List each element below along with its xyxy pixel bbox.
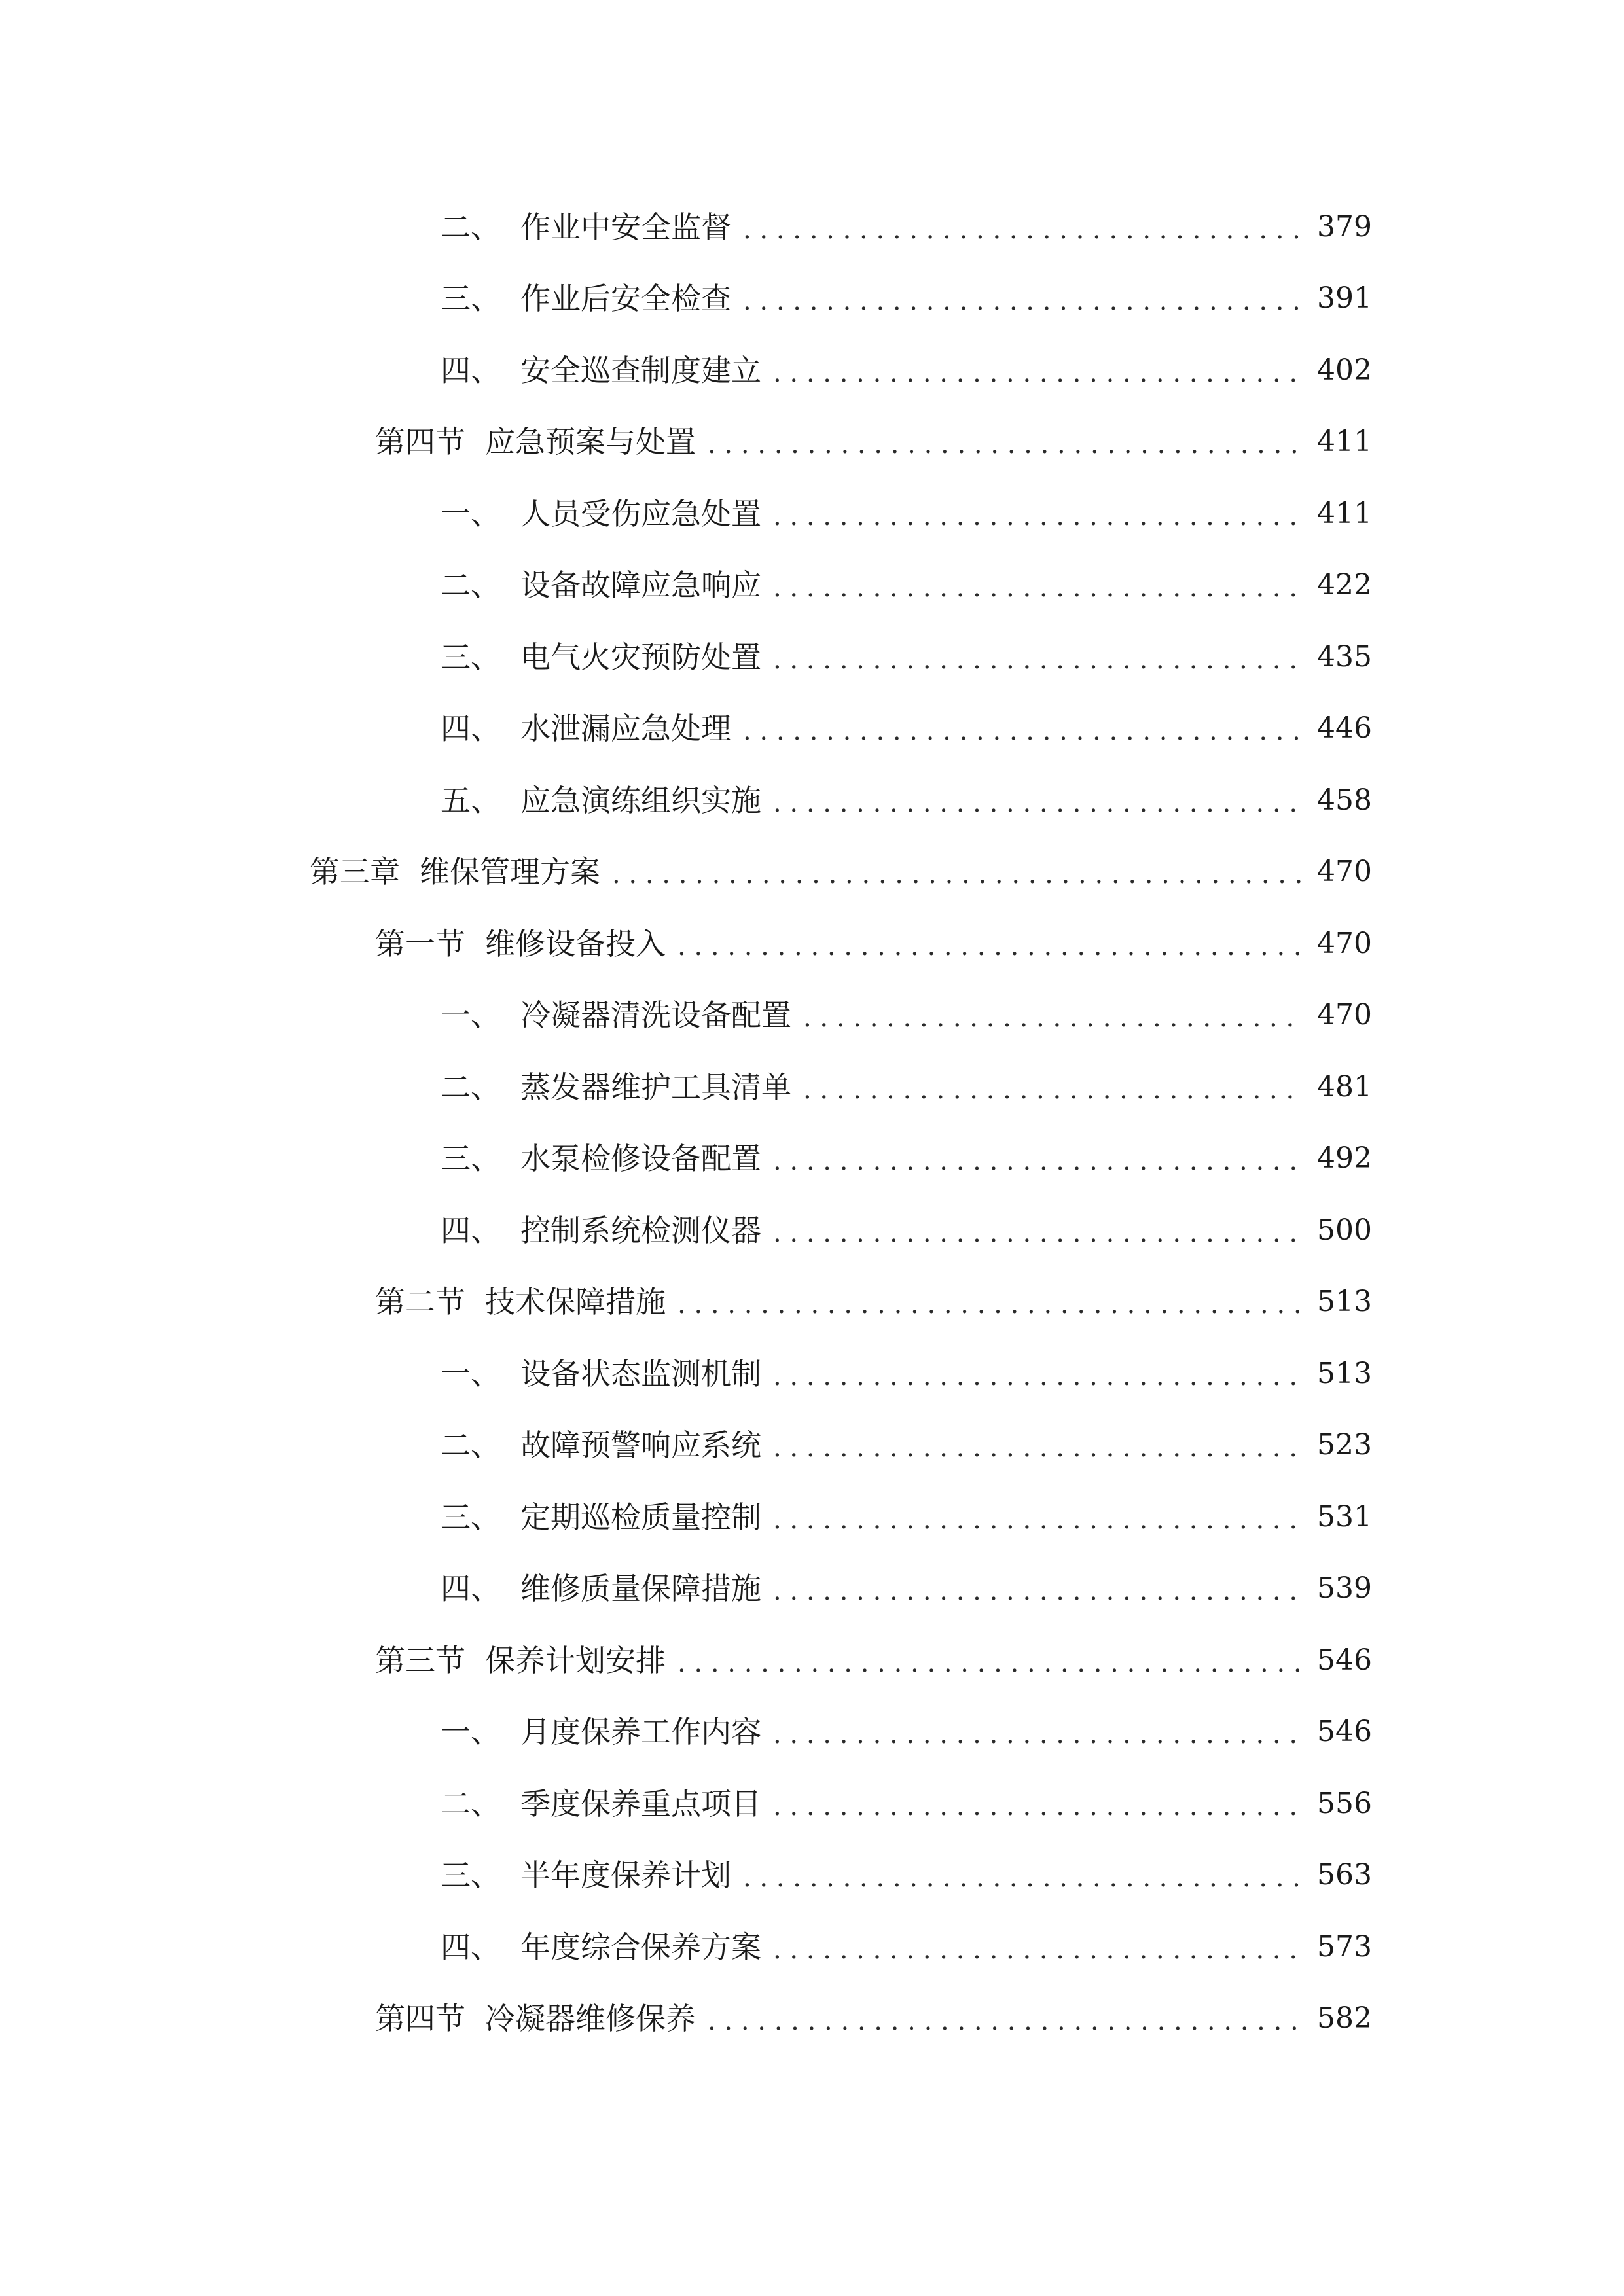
toc-entry-number: 第三章 xyxy=(310,854,400,890)
toc-entry[interactable] xyxy=(0,1840,1624,1912)
toc-entry-title: 作业后安全检查 xyxy=(520,281,731,317)
toc-entry-page-number: 513 xyxy=(1317,1285,1372,1319)
toc-entry-page-number: 470 xyxy=(1317,998,1372,1032)
toc-entry-page-number: 422 xyxy=(1317,568,1372,602)
toc-entry-page-number: 402 xyxy=(1317,353,1372,387)
toc-dot-leader xyxy=(773,1435,1301,1461)
toc-entry-page-number: 573 xyxy=(1317,1929,1372,1964)
toc-entry-title: 安全巡查制度建立 xyxy=(520,352,761,388)
toc-entry[interactable] xyxy=(0,621,1624,693)
toc-entry-title: 月度保养工作内容 xyxy=(520,1714,761,1750)
toc-dot-leader xyxy=(612,861,1301,888)
toc-entry-title: 电气火灾预防处置 xyxy=(520,639,761,675)
toc-entry-page-number: 411 xyxy=(1317,425,1372,459)
toc-entry-title: 冷凝器维修保养 xyxy=(485,2001,696,2037)
toc-dot-leader xyxy=(773,790,1301,816)
toc-entry-page-number: 500 xyxy=(1317,1213,1372,1247)
toc-entry-page-number: 446 xyxy=(1317,711,1372,745)
toc-entry-number: 三、 xyxy=(441,1141,501,1177)
toc-entry-page-number: 539 xyxy=(1317,1571,1372,1605)
toc-entry-page-number: 582 xyxy=(1317,2001,1372,2036)
toc-entry-page-number: 379 xyxy=(1317,209,1372,243)
toc-entry-page-number: 435 xyxy=(1317,639,1372,673)
toc-entry-title: 设备故障应急响应 xyxy=(520,567,761,603)
toc-entry-page-number: 470 xyxy=(1317,855,1372,889)
toc-entry[interactable] xyxy=(0,1266,1624,1338)
toc-entry-title: 维保管理方案 xyxy=(420,854,600,890)
toc-dot-leader xyxy=(677,1291,1301,1318)
toc-entry[interactable] xyxy=(0,478,1624,550)
toc-entry-number: 四、 xyxy=(441,352,501,388)
toc-entry-title: 故障预警响应系统 xyxy=(520,1427,761,1463)
toc-entry[interactable] xyxy=(0,908,1624,980)
toc-dot-leader xyxy=(743,718,1301,744)
toc-entry-title: 年度综合保养方案 xyxy=(520,1929,761,1965)
toc-dot-leader xyxy=(803,1005,1301,1031)
toc-entry-number: 二、 xyxy=(441,567,501,603)
toc-entry-number: 第二节 xyxy=(375,1284,465,1320)
toc-entry-title: 蒸发器维护工具清单 xyxy=(520,1069,791,1105)
toc-entry-title: 设备状态监测机制 xyxy=(520,1355,761,1391)
toc-dot-leader xyxy=(708,2008,1301,2034)
toc-dot-leader xyxy=(803,1077,1301,1103)
toc-entry-page-number: 546 xyxy=(1317,1715,1372,1749)
toc-entry[interactable] xyxy=(0,334,1624,406)
toc-entry-title: 季度保养重点项目 xyxy=(520,1785,761,1821)
toc-entry-title: 冷凝器清洗设备配置 xyxy=(520,997,791,1033)
toc-entry-title: 维修质量保障措施 xyxy=(520,1571,761,1607)
toc-dot-leader xyxy=(773,1363,1301,1390)
toc-entry-number: 一、 xyxy=(441,1355,501,1391)
toc-entry-number: 三、 xyxy=(441,1499,501,1535)
toc-entry-title: 应急演练组织实施 xyxy=(520,782,761,818)
toc-dot-leader xyxy=(773,503,1301,529)
toc-dot-leader xyxy=(708,431,1301,457)
toc-entry[interactable] xyxy=(0,980,1624,1052)
toc-entry[interactable] xyxy=(0,1481,1624,1553)
toc-entry-title: 作业中安全监督 xyxy=(520,209,731,245)
toc-dot-leader xyxy=(743,217,1301,243)
toc-dot-leader xyxy=(773,575,1301,601)
toc-dot-leader xyxy=(773,1578,1301,1604)
toc-entry-number: 第三节 xyxy=(375,1642,465,1678)
toc-entry-number: 四、 xyxy=(441,1929,501,1965)
toc-entry-title: 技术保障措施 xyxy=(485,1284,666,1320)
toc-entry[interactable] xyxy=(0,1553,1624,1625)
toc-entry[interactable] xyxy=(0,1410,1624,1482)
toc-entry-number: 四、 xyxy=(441,1212,501,1248)
toc-entry-page-number: 556 xyxy=(1317,1786,1372,1820)
toc-entry-number: 三、 xyxy=(441,639,501,675)
toc-entry-number: 二、 xyxy=(441,1427,501,1463)
toc-entry-title: 水泄漏应急处理 xyxy=(520,711,731,747)
toc-entry-page-number: 391 xyxy=(1317,281,1372,315)
toc-entry[interactable] xyxy=(0,263,1624,335)
toc-entry[interactable] xyxy=(0,1768,1624,1840)
toc-entry-number: 一、 xyxy=(441,997,501,1033)
toc-entry[interactable] xyxy=(0,550,1624,622)
toc-entry-number: 四、 xyxy=(441,1571,501,1607)
toc-entry-page-number: 523 xyxy=(1317,1428,1372,1462)
toc-entry-number: 二、 xyxy=(441,1785,501,1821)
toc-entry[interactable] xyxy=(0,764,1624,836)
toc-entry-page-number: 458 xyxy=(1317,783,1372,817)
toc-dot-leader xyxy=(773,1148,1301,1174)
toc-entry[interactable] xyxy=(0,1624,1624,1696)
toc-entry-number: 第四节 xyxy=(375,424,465,460)
toc-entry-page-number: 411 xyxy=(1317,496,1372,530)
toc-dot-leader xyxy=(677,933,1301,960)
toc-entry-page-number: 531 xyxy=(1317,1499,1372,1534)
toc-entry-number: 五、 xyxy=(441,782,501,818)
toc-entry[interactable] xyxy=(0,1123,1624,1195)
toc-entry-title: 保养计划安排 xyxy=(485,1642,666,1678)
toc-entry[interactable] xyxy=(0,1696,1624,1768)
toc-entry[interactable] xyxy=(0,1194,1624,1266)
toc-entry-title: 水泵检修设备配置 xyxy=(520,1141,761,1177)
toc-entry-title: 应急预案与处置 xyxy=(485,424,696,460)
toc-entry-number: 第四节 xyxy=(375,2001,465,2037)
toc-dot-leader xyxy=(773,360,1301,386)
toc-entry-page-number: 546 xyxy=(1317,1643,1372,1677)
toc-entry-number: 一、 xyxy=(441,495,501,531)
toc-entry-page-number: 481 xyxy=(1317,1069,1372,1103)
toc-dot-leader xyxy=(773,1220,1301,1246)
toc-dot-leader xyxy=(773,1937,1301,1963)
toc-entry[interactable] xyxy=(0,1338,1624,1410)
toc-entry[interactable] xyxy=(0,406,1624,478)
toc-entry-title: 半年度保养计划 xyxy=(520,1857,731,1893)
toc-entry-number: 三、 xyxy=(441,1857,501,1893)
toc-entry[interactable] xyxy=(0,191,1624,263)
toc-dot-leader xyxy=(773,1507,1301,1533)
toc-entry[interactable] xyxy=(0,1911,1624,1983)
toc-entry-number: 第一节 xyxy=(375,925,465,961)
toc-entry-number: 三、 xyxy=(441,281,501,317)
toc-entry-page-number: 470 xyxy=(1317,926,1372,960)
toc-entry-number: 四、 xyxy=(441,711,501,747)
toc-entry-number: 二、 xyxy=(441,209,501,245)
toc-entry[interactable] xyxy=(0,1983,1624,2055)
toc-entry-page-number: 492 xyxy=(1317,1141,1372,1175)
toc-entry[interactable] xyxy=(0,836,1624,908)
toc-entry-title: 定期巡检质量控制 xyxy=(520,1499,761,1535)
toc-entry-title: 控制系统检测仪器 xyxy=(520,1212,761,1248)
toc-dot-leader xyxy=(677,1650,1301,1676)
toc-entry[interactable] xyxy=(0,693,1624,765)
toc-entry-title: 人员受伤应急处置 xyxy=(520,495,761,531)
toc-entry-number: 二、 xyxy=(441,1069,501,1105)
toc-dot-leader xyxy=(773,1721,1301,1748)
toc-entry-page-number: 563 xyxy=(1317,1858,1372,1892)
toc-dot-leader xyxy=(743,1865,1301,1891)
toc-entry-page-number: 513 xyxy=(1317,1356,1372,1390)
toc-entry-title: 维修设备投入 xyxy=(485,925,666,961)
toc-dot-leader xyxy=(773,1793,1301,1820)
toc-entry-number: 一、 xyxy=(441,1714,501,1750)
toc-dot-leader xyxy=(743,288,1301,314)
toc-entry[interactable] xyxy=(0,1051,1624,1123)
table-of-contents xyxy=(0,191,1624,2054)
toc-dot-leader xyxy=(773,647,1301,673)
